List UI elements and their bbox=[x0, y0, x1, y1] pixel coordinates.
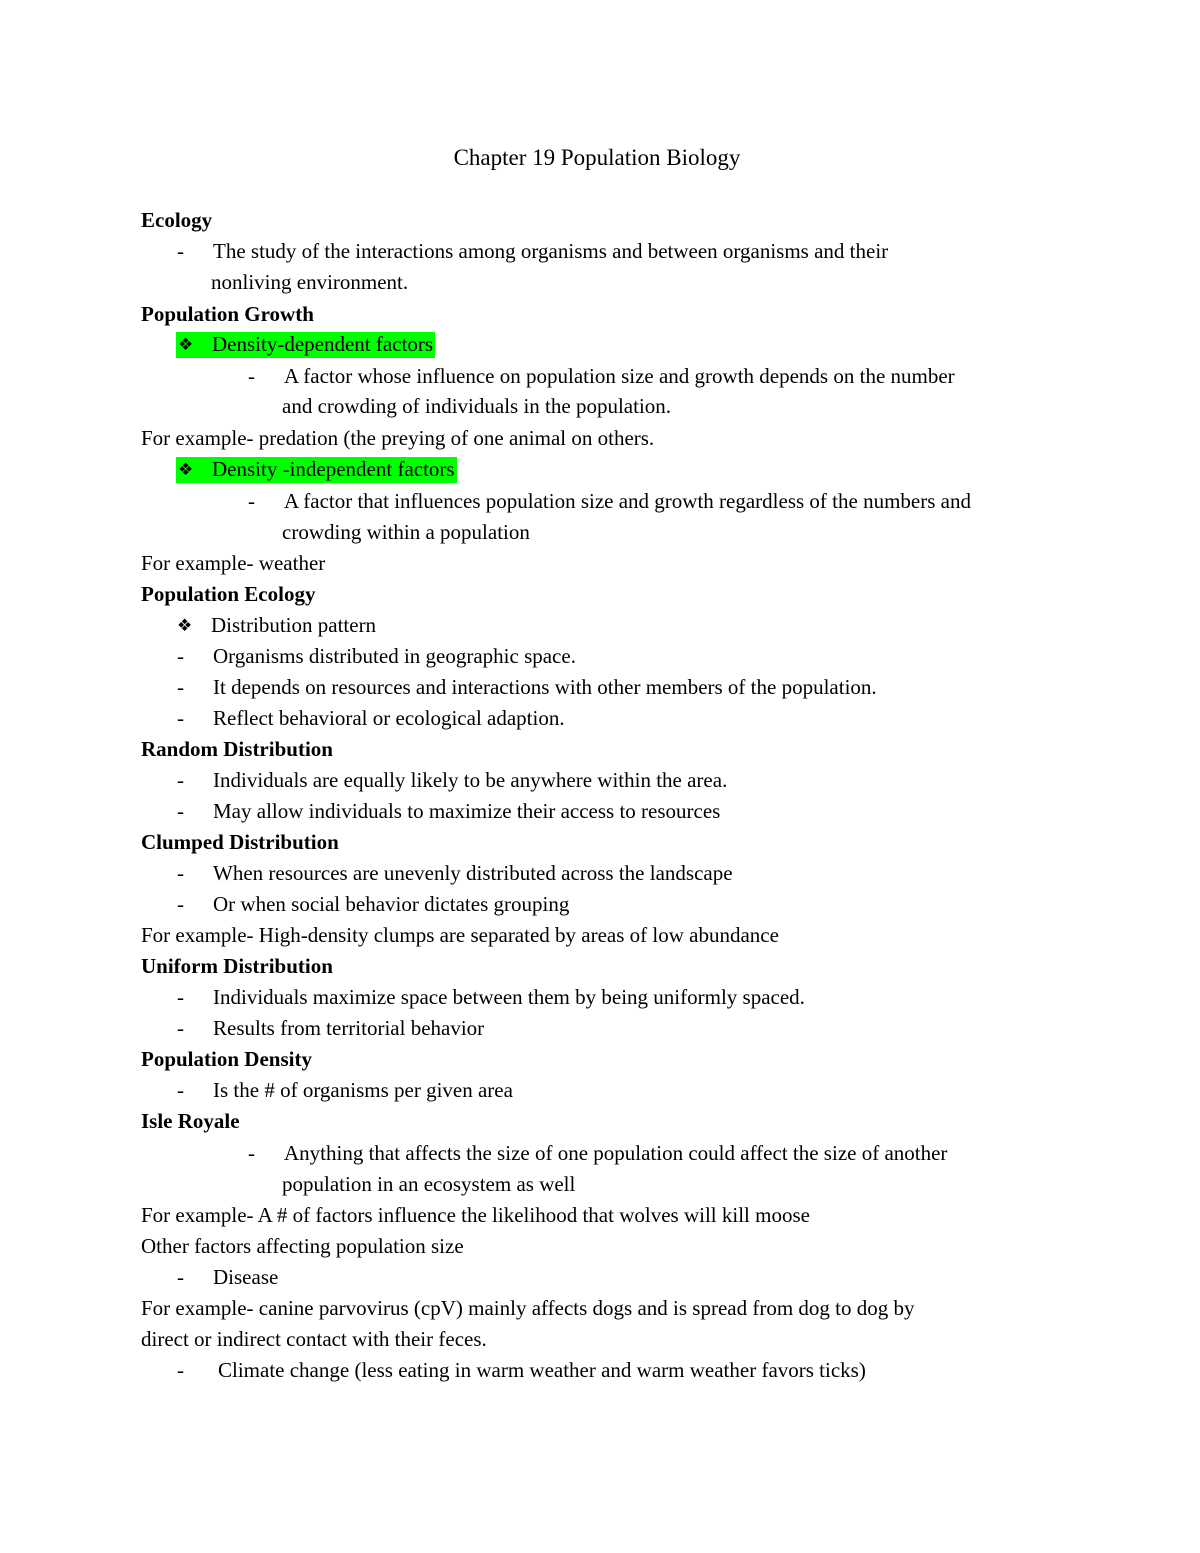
dash-bullet: - bbox=[177, 239, 184, 263]
list-item-text: Reflect behavioral or ecological adaption. bbox=[213, 706, 565, 730]
section-heading-random-distribution: Random Distribution bbox=[141, 737, 333, 761]
list-item-text: When resources are unevenly distributed across the landscape bbox=[213, 861, 733, 885]
list-item bbox=[177, 982, 805, 1012]
list-item-text: Individuals are equally likely to be anywhere within the area. bbox=[213, 768, 728, 792]
list-item bbox=[177, 703, 565, 733]
highlighted-bullet-item bbox=[176, 329, 435, 360]
section-heading-uniform-distribution: Uniform Distribution bbox=[141, 954, 333, 978]
list-item bbox=[177, 858, 733, 888]
list-item bbox=[177, 236, 888, 266]
dash-bullet: - bbox=[177, 1358, 184, 1382]
list-item bbox=[248, 361, 955, 391]
section-heading-isle-royale: Isle Royale bbox=[141, 1109, 240, 1133]
diamond-bullet-icon: ❖ bbox=[178, 335, 194, 354]
dash-bullet: - bbox=[177, 799, 184, 823]
list-item bbox=[248, 486, 971, 516]
list-item bbox=[177, 641, 576, 671]
list-item-text: Density-dependent factors bbox=[212, 332, 434, 356]
list-item bbox=[248, 1138, 947, 1168]
list-item bbox=[177, 1013, 484, 1043]
section-heading-population-ecology: Population Ecology bbox=[141, 582, 316, 606]
highlighted-bullet-item bbox=[176, 454, 457, 485]
list-item-text: It depends on resources and interactions with other members of the population. bbox=[213, 675, 877, 699]
example-line: For example- predation (the preying of one animal on others. bbox=[141, 426, 655, 450]
dash-bullet: - bbox=[177, 985, 184, 1009]
list-item-text: Results from territorial behavior bbox=[213, 1016, 485, 1040]
dash-bullet: - bbox=[177, 675, 184, 699]
dash-bullet: - bbox=[177, 892, 184, 916]
list-item-text: Organisms distributed in geographic space. bbox=[213, 644, 576, 668]
list-item bbox=[177, 672, 877, 702]
list-item bbox=[177, 796, 720, 826]
example-line: For example- canine parvovirus (cpV) mainly affects dogs and is spread from dog to dog by bbox=[141, 1296, 915, 1320]
dash-bullet: - bbox=[177, 1016, 184, 1040]
section-heading-population-growth: Population Growth bbox=[141, 302, 314, 326]
list-item-text: Individuals maximize space between them by being uniformly spaced. bbox=[213, 985, 805, 1009]
highlight bbox=[176, 457, 457, 483]
list-item-text: Climate change (less eating in warm weather and warm weather favors ticks) bbox=[218, 1358, 866, 1382]
highlight bbox=[176, 332, 435, 358]
list-item-text: Anything that affects the size of one population could affect the size of another bbox=[284, 1141, 948, 1165]
list-item-text: Density -independent factors bbox=[212, 457, 455, 481]
list-item-text: Is the # of organisms per given area bbox=[213, 1078, 513, 1102]
diamond-bullet-icon: ❖ bbox=[177, 616, 193, 635]
list-item bbox=[177, 1355, 866, 1385]
dash-bullet: - bbox=[177, 706, 184, 730]
list-item-text: The study of the interactions among organisms and between organisms and their bbox=[213, 239, 889, 263]
list-item-text: A factor that influences population size and growth regardless of the numbers and bbox=[284, 489, 971, 513]
list-item-text: Distribution pattern bbox=[211, 613, 377, 637]
list-item-continuation: nonliving environment. bbox=[211, 270, 409, 294]
list-item bbox=[177, 1075, 513, 1105]
section-heading-clumped-distribution: Clumped Distribution bbox=[141, 830, 339, 854]
example-line-continuation: direct or indirect contact with their feces. bbox=[141, 1327, 487, 1351]
dash-bullet: - bbox=[248, 489, 255, 513]
dash-bullet: - bbox=[177, 861, 184, 885]
dash-bullet: - bbox=[177, 644, 184, 668]
list-item-text: A factor whose influence on population size and growth depends on the number bbox=[284, 364, 955, 388]
plain-line: Other factors affecting population size bbox=[141, 1234, 464, 1258]
list-item-text: Or when social behavior dictates grouping bbox=[213, 892, 570, 916]
list-item-text: Disease bbox=[213, 1265, 279, 1289]
list-item-continuation: and crowding of individuals in the population. bbox=[282, 394, 672, 418]
example-line: For example- A # of factors influence the likelihood that wolves will kill moose bbox=[141, 1203, 810, 1227]
example-line: For example- High-density clumps are separated by areas of low abundance bbox=[141, 923, 779, 947]
section-heading-population-density: Population Density bbox=[141, 1047, 312, 1071]
dash-bullet: - bbox=[248, 364, 255, 388]
list-item-continuation: crowding within a population bbox=[282, 520, 530, 544]
dash-bullet: - bbox=[177, 1078, 184, 1102]
dash-bullet: - bbox=[177, 1265, 184, 1289]
dash-bullet: - bbox=[248, 1141, 255, 1165]
diamond-bullet-icon: ❖ bbox=[178, 460, 194, 479]
example-line: For example- weather bbox=[141, 551, 326, 575]
list-item bbox=[177, 1262, 278, 1292]
list-item-text: May allow individuals to maximize their access to resources bbox=[213, 799, 721, 823]
list-item-continuation: population in an ecosystem as well bbox=[282, 1172, 576, 1196]
list-item bbox=[177, 765, 727, 795]
list-item bbox=[177, 889, 569, 919]
section-heading-ecology: Ecology bbox=[141, 208, 213, 232]
dash-bullet: - bbox=[177, 768, 184, 792]
list-item bbox=[177, 610, 376, 641]
page-title: Chapter 19 Population Biology bbox=[453, 145, 741, 170]
